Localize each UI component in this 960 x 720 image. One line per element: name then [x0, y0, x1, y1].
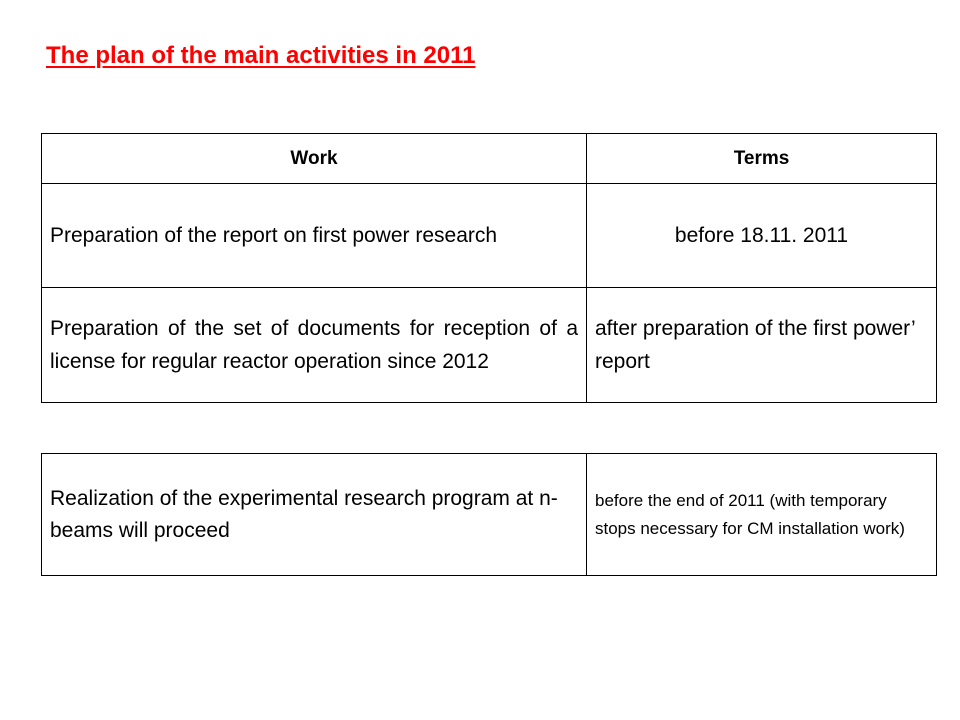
- column-header-terms: Terms: [587, 134, 937, 184]
- page-title: The plan of the main activities in 2011: [46, 42, 476, 69]
- column-header-work: Work: [42, 134, 587, 184]
- table-header-row: [42, 134, 937, 184]
- work-cell: Preparation of the set of documents for reception of a license for regular reactor operation since 2012: [42, 288, 587, 403]
- terms-cell: before 18.11. 2011: [587, 184, 937, 288]
- terms-cell: after preparation of the first power’ report: [587, 288, 937, 403]
- activities-table: [41, 133, 937, 403]
- table-row: [42, 184, 937, 288]
- table-row: [42, 454, 937, 576]
- work-cell: Preparation of the report on first power research: [42, 184, 587, 288]
- table-row: [42, 288, 937, 403]
- work-cell: Realization of the experimental research program at n-beams will proceed: [42, 454, 587, 576]
- terms-cell: before the end of 2011 (with temporary stops necessary for CM installation work): [587, 454, 937, 576]
- research-program-table: [41, 453, 937, 576]
